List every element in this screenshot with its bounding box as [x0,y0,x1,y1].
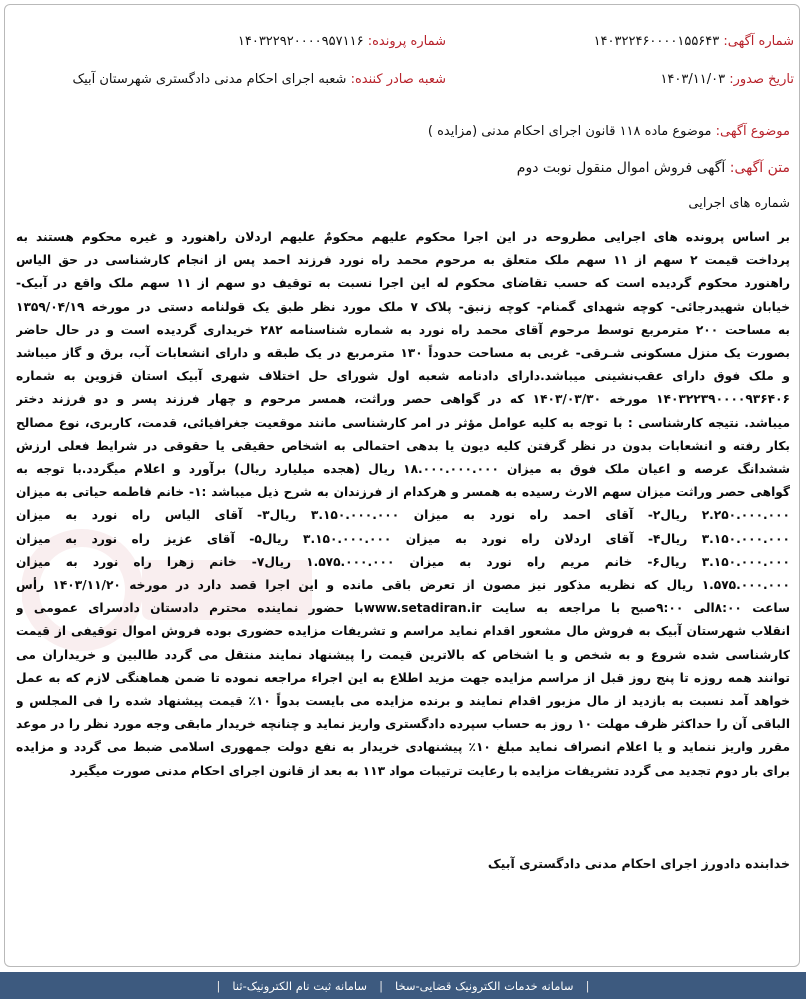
subject-value: موضوع ماده ۱۱۸ قانون اجرای احکام مدنی (مزایده ) [427,124,712,139]
body-line: ۳.۱۵۰.۰۰۰.۰۰۰ ریال۴- آقای اردلان راه نورد به میزان ۳.۱۵۰.۰۰۰.۰۰۰ ریال۵- آقای عزیز راه نورد به میزان [16,531,790,546]
ad-title [517,160,790,176]
body-line: ساعت ۸:۰۰الی ۹:۰۰صبح با مراجعه به سایت www.setadiran.irبا حضور نماینده محترم دادستان دادسرای عمومی و [16,601,790,616]
issue-date-value: ۱۴۰۳/۱۱/۰۳ [660,72,726,87]
issue-date-label: تاریخ صدور: [729,72,794,87]
body-line: الباقی آن را حداکثر ظرف مهلت ۱۰ روز به حساب سپرده دادگستری واریز نماید و چنانچه خریدار مابقی وجه مورد نظر را در موعد [16,717,790,732]
body-line: بر اساس پرونده های اجرایی مطروحه در این اجرا محکوم علیهم محکومٌ علیهم اردلان راهنورد و غیره محکوم هستند به [16,230,790,244]
notice-body [16,226,790,783]
footer-separator: | [379,978,383,993]
subject [428,124,790,139]
issuer-value: شعبه اجرای احکام مدنی دادگستری شهرستان آبیک [72,72,347,87]
body-line: ۳.۱۵۰.۰۰۰.۰۰۰ ریال۶- خانم مریم راه نورد به میزان ۱.۵۷۵.۰۰۰.۰۰۰ ریال۷- خانم زهرا راه نورد به میزان [16,554,790,569]
body-line: خواهد آمد نسبت به بازدید از مال مزبور اقدام نمایند و برنده مزایده می بایست بدواً ۱۰٪ قیمت پیشنهاد شده را فی المجلس و [16,694,790,709]
section-title: شماره های اجرایی [688,196,790,211]
subject-label: موضوع آگهی: [715,124,790,139]
body-line: انقلاب شهرستان آبیک به فروش مال مشعور اقدام نماید مراسم و تشریفات مزایده حضوری بوده فروش اموال توقیفی از قیمت [16,624,790,639]
body-line: و ملک فوق دارای عقب‌نشینی میباشد.دارای دادنامه شعبه اول شورای حل اختلاف شهری آبیک استان قزوین به شماره [16,369,790,384]
body-line: ۱.۵۷۵.۰۰۰.۰۰۰ ریال که نظریه مذکور نیز مصون از تعرض باقی مانده و این اجرا قصد دارد در مورخه ۱۴۰۳/۱۱/۲۰ رأس [16,578,790,593]
ad-number-label: شماره آگهی: [723,34,794,49]
issuer-label: شعبه صادر کننده: [350,72,446,87]
body-line: بکار رفته و انشعابات بدون در نظر گرفتن کلیه دیون یا بدهی احتمالی به اشخاص حقیقی یا حقوقی در شرایط فعلی ارزش [16,438,790,453]
body-line: میباشد. نتیجه کارشناسی : با توجه به کلیه عوامل مؤثر در امر کارشناسی مانند موقعیت جغرافیائی، قدمت، کاربری، نوع مصالح [16,415,790,430]
footer-link-sakha[interactable]: سامانه خدمات الکترونیک قضایی-سخا [394,978,574,993]
body-line: برای بار دوم تجدید می گردد تشریفات مزایده با رعایت ترتیبات مواد ۱۱۳ به بعد از قانون اجرای احکام مدنی صورت میگیرد [69,763,790,778]
ad-number-value: ۱۴۰۳۲۲۴۶۰۰۰۰۱۵۵۶۴۳ [593,34,720,49]
body-line: مقرر واریز ننماید و یا اعلام انصراف نماید مبلغ ۱۰٪ پیشنهادی خریدار به نفع دولت جمهوری اسلامی ضبط می گردد و مزایده [16,740,790,755]
ad-number [594,34,794,49]
body-line: ششدانگ عرصه و اعیان ملک فوق به میزان ۱۸.۰۰۰.۰۰۰.۰۰۰ ریال (هجده میلیارد ریال) برآورد و اعلام میگردد.با توجه به [16,462,790,477]
issuer [72,72,446,87]
ad-text-label: متن آگهی: [729,160,790,176]
body-line: گواهی حصر وراثت میزان سهم الارث رسیده به همسر و هرکدام از فرزندان به شرح ذیل میباشد :۱- خانم فاطمه حیاتی به میزان [16,485,790,500]
body-line: پرداخت قیمت ۲ سهم از ۱۱ سهم ملک متعلق به مرحوم محمد راه نورد فرزند احمد پس از انجام کارشناسی در حق الیاس [16,253,790,268]
footer-separator: | [216,978,221,993]
file-number-value: ۱۴۰۳۲۲۹۲۰۰۰۰۹۵۷۱۱۶ [237,34,364,49]
footer-separator: | [585,978,590,993]
body-line: کارشناسی شده شروع و به شخص و یا اشخاص که بالاترین قیمت را پیشنهاد نمایند منتقل می گردد طالبین و خریداران می [16,647,790,662]
file-number [238,34,446,49]
body-line: بصورت یک منزل مسکونی شـرقی- غربی به مساحت حدوداً ۱۳۰ مترمربع در یک طبقه و دارای انشعابات آب، برق و گاز میباشد [16,346,790,361]
file-number-label: شماره پرونده: [367,34,446,49]
body-line: ۲.۲۵۰.۰۰۰.۰۰۰ ریال۲- آقای احمد راه نورد به میزان ۳.۱۵۰.۰۰۰.۰۰۰ ریال۳- آقای الیاس راه نورد به میزان [16,508,790,523]
body-line: توانند همه روزه تا پنج روز قبل از مراسم مزایده جهت مزید اطلاع به این اجراء مراجعه نموده تا ضمن هماهنگی لازم که به عمل [16,670,790,685]
issue-date [660,72,794,87]
body-line: خیابان شهیدرجائی- کوچه شهدای گمنام- کوچه زنبق- پلاک ۷ ملک مورد نظر طبق یک قولنامه دستی در مورخه ۱۳۵۹/۰۴/۱۹ [16,299,790,314]
signature: خدابنده دادورز اجرای احکام مدنی دادگستری آبیک [487,856,790,871]
footer-link-sana[interactable]: سامانه ثبت نام الکترونیک-ثنا [232,978,368,993]
body-line: به مساحت ۲۰۰ مترمربع توسط مرحوم آقای محمد راه نورد به شماره شناسنامه ۲۸۲ خریداری گردیده است و در حال حاضر [16,322,790,337]
ad-text-value: آگهی فروش اموال منقول نوبت دوم [516,160,726,176]
body-line: ۱۴۰۳۲۲۳۹۰۰۰۰۹۳۶۴۰۶ مورخه ۱۴۰۳/۰۳/۳۰ که در گواهی حصر وراثت، همسر مرحوم و چهار فرزند پسر و دو فرزند دختر [16,392,790,407]
body-line: راهنورد محکوم گردیده است که حسب تقاضای محکوم له این اجرا نسبت به توقیف دو سهم از ۱۱ سهم ملک واقع در آبیک- [16,276,790,291]
footer-bar [0,972,806,999]
